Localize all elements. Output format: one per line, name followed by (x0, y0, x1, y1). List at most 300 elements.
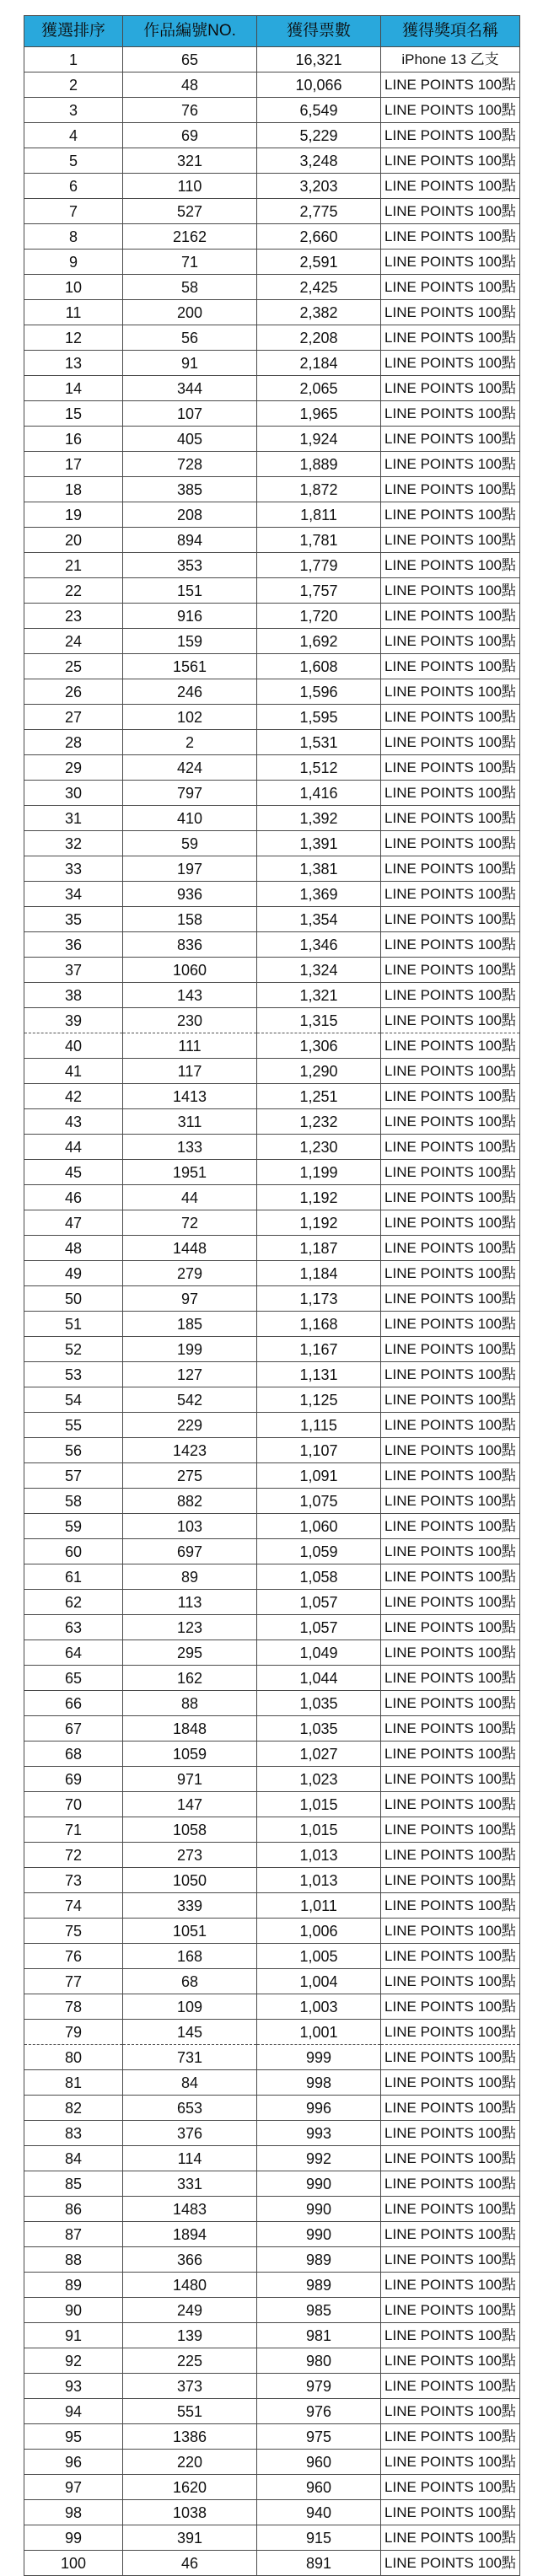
cell-rank: 85 (24, 2171, 123, 2197)
cell-rank: 5 (24, 148, 123, 174)
cell-votes: 1,315 (257, 1008, 381, 1033)
cell-rank: 16 (24, 427, 123, 452)
cell-entry-no: 127 (123, 1362, 257, 1387)
cell-rank: 29 (24, 755, 123, 781)
cell-entry-no: 200 (123, 300, 257, 325)
cell-entry-no: 84 (123, 2070, 257, 2096)
cell-rank: 45 (24, 1160, 123, 1185)
cell-votes: 1,779 (257, 553, 381, 578)
table-row (24, 1741, 520, 1767)
cell-entry-no: 653 (123, 2096, 257, 2121)
cell-entry-no: 1848 (123, 1716, 257, 1741)
cell-entry-no: 197 (123, 856, 257, 882)
cell-prize: LINE POINTS 100點 (381, 806, 520, 831)
cell-rank: 89 (24, 2273, 123, 2298)
cell-entry-no: 1058 (123, 1817, 257, 1843)
cell-entry-no: 1480 (123, 2273, 257, 2298)
cell-votes: 1,173 (257, 1286, 381, 1312)
cell-entry-no: 936 (123, 882, 257, 907)
cell-votes: 1,057 (257, 1615, 381, 1640)
cell-rank: 65 (24, 1666, 123, 1691)
table-row (24, 376, 520, 401)
cell-prize: LINE POINTS 100點 (381, 1767, 520, 1792)
cell-prize: LINE POINTS 100點 (381, 2374, 520, 2399)
table-row (24, 553, 520, 578)
cell-votes: 1,199 (257, 1160, 381, 1185)
cell-rank: 68 (24, 1741, 123, 1767)
cell-rank: 69 (24, 1767, 123, 1792)
cell-votes: 1,006 (257, 1919, 381, 1944)
cell-rank: 37 (24, 958, 123, 983)
cell-entry-no: 111 (123, 1033, 257, 1059)
cell-rank: 27 (24, 705, 123, 730)
cell-votes: 1,232 (257, 1109, 381, 1135)
cell-entry-no: 366 (123, 2247, 257, 2273)
cell-rank: 59 (24, 1514, 123, 1539)
cell-votes: 1,049 (257, 1640, 381, 1666)
cell-entry-no: 353 (123, 553, 257, 578)
cell-votes: 979 (257, 2374, 381, 2399)
cell-entry-no: 1059 (123, 1741, 257, 1767)
cell-entry-no: 65 (123, 47, 257, 72)
cell-entry-no: 376 (123, 2121, 257, 2146)
cell-prize: LINE POINTS 100點 (381, 1944, 520, 1969)
table-row (24, 2197, 520, 2222)
cell-votes: 1,115 (257, 1413, 381, 1438)
table-row (24, 2323, 520, 2348)
table-row (24, 2374, 520, 2399)
table-row (24, 2348, 520, 2374)
cell-votes: 1,531 (257, 730, 381, 755)
cell-entry-no: 199 (123, 1337, 257, 1362)
winners-table (24, 15, 520, 2576)
cell-votes: 2,382 (257, 300, 381, 325)
cell-votes: 989 (257, 2273, 381, 2298)
cell-entry-no: 151 (123, 578, 257, 604)
cell-entry-no: 1951 (123, 1160, 257, 1185)
cell-rank: 30 (24, 781, 123, 806)
cell-rank: 1 (24, 47, 123, 72)
cell-votes: 1,965 (257, 401, 381, 427)
cell-rank: 80 (24, 2045, 123, 2070)
cell-prize: LINE POINTS 100點 (381, 1286, 520, 1312)
cell-votes: 1,290 (257, 1059, 381, 1084)
cell-entry-no: 295 (123, 1640, 257, 1666)
cell-votes: 981 (257, 2323, 381, 2348)
table-row (24, 932, 520, 958)
cell-prize: LINE POINTS 100點 (381, 427, 520, 452)
cell-rank: 48 (24, 1236, 123, 1261)
cell-rank: 82 (24, 2096, 123, 2121)
cell-votes: 1,027 (257, 1741, 381, 1767)
cell-entry-no: 279 (123, 1261, 257, 1286)
cell-rank: 17 (24, 452, 123, 477)
cell-rank: 76 (24, 1944, 123, 1969)
cell-prize: LINE POINTS 100點 (381, 2475, 520, 2500)
cell-rank: 18 (24, 477, 123, 502)
cell-votes: 2,660 (257, 224, 381, 250)
cell-rank: 52 (24, 1337, 123, 1362)
cell-prize: LINE POINTS 100點 (381, 2551, 520, 2576)
cell-rank: 36 (24, 932, 123, 958)
cell-votes: 1,230 (257, 1135, 381, 1160)
cell-votes: 1,184 (257, 1261, 381, 1286)
table-row (24, 1210, 520, 1236)
table-row (24, 1033, 520, 1059)
header-votes: 獲得票數 (257, 16, 381, 47)
cell-entry-no: 311 (123, 1109, 257, 1135)
cell-prize: LINE POINTS 100點 (381, 2171, 520, 2197)
cell-prize: LINE POINTS 100點 (381, 1337, 520, 1362)
cell-prize: LINE POINTS 100點 (381, 72, 520, 98)
table-row (24, 1817, 520, 1843)
cell-entry-no: 225 (123, 2348, 257, 2374)
cell-votes: 1,013 (257, 1843, 381, 1868)
cell-prize: LINE POINTS 100點 (381, 2070, 520, 2096)
table-row (24, 2298, 520, 2323)
table-row (24, 679, 520, 705)
cell-rank: 41 (24, 1059, 123, 1084)
cell-entry-no: 56 (123, 325, 257, 351)
cell-entry-no: 1386 (123, 2424, 257, 2450)
cell-entry-no: 1413 (123, 1084, 257, 1109)
cell-entry-no: 46 (123, 2551, 257, 2576)
table-row (24, 1944, 520, 1969)
cell-votes: 1,392 (257, 806, 381, 831)
cell-prize: LINE POINTS 100點 (381, 1059, 520, 1084)
cell-prize: LINE POINTS 100點 (381, 2273, 520, 2298)
cell-rank: 53 (24, 1362, 123, 1387)
cell-rank: 86 (24, 2197, 123, 2222)
cell-prize: LINE POINTS 100點 (381, 477, 520, 502)
cell-entry-no: 158 (123, 907, 257, 932)
cell-rank: 84 (24, 2146, 123, 2171)
cell-entry-no: 373 (123, 2374, 257, 2399)
cell-prize: LINE POINTS 100點 (381, 1640, 520, 1666)
cell-rank: 72 (24, 1843, 123, 1868)
cell-votes: 1,011 (257, 1893, 381, 1919)
table-row (24, 2424, 520, 2450)
cell-entry-no: 1051 (123, 1919, 257, 1944)
cell-votes: 985 (257, 2298, 381, 2323)
cell-votes: 996 (257, 2096, 381, 2121)
table-row (24, 882, 520, 907)
cell-rank: 54 (24, 1387, 123, 1413)
cell-prize: LINE POINTS 100點 (381, 2121, 520, 2146)
table-row (24, 2020, 520, 2045)
cell-votes: 1,346 (257, 932, 381, 958)
cell-rank: 6 (24, 174, 123, 199)
table-row (24, 1514, 520, 1539)
cell-prize: LINE POINTS 100點 (381, 932, 520, 958)
cell-entry-no: 72 (123, 1210, 257, 1236)
cell-prize: LINE POINTS 100點 (381, 2045, 520, 2070)
cell-entry-no: 331 (123, 2171, 257, 2197)
cell-prize: LINE POINTS 100點 (381, 2298, 520, 2323)
cell-votes: 1,035 (257, 1716, 381, 1741)
cell-entry-no: 143 (123, 983, 257, 1008)
cell-votes: 1,595 (257, 705, 381, 730)
cell-rank: 40 (24, 1033, 123, 1059)
cell-rank: 90 (24, 2298, 123, 2323)
cell-rank: 97 (24, 2475, 123, 2500)
cell-rank: 99 (24, 2525, 123, 2551)
cell-entry-no: 275 (123, 1463, 257, 1489)
cell-rank: 67 (24, 1716, 123, 1741)
cell-votes: 1,015 (257, 1817, 381, 1843)
cell-votes: 1,044 (257, 1666, 381, 1691)
table-row (24, 1109, 520, 1135)
cell-prize: LINE POINTS 100點 (381, 1210, 520, 1236)
cell-prize: LINE POINTS 100點 (381, 300, 520, 325)
cell-prize: LINE POINTS 100點 (381, 1615, 520, 1640)
table-row (24, 983, 520, 1008)
table-row (24, 2171, 520, 2197)
cell-votes: 1,004 (257, 1969, 381, 1994)
cell-entry-no: 697 (123, 1539, 257, 1564)
cell-entry-no: 273 (123, 1843, 257, 1868)
cell-prize: LINE POINTS 100點 (381, 755, 520, 781)
cell-votes: 5,229 (257, 123, 381, 148)
cell-prize: LINE POINTS 100點 (381, 98, 520, 123)
cell-votes: 1,001 (257, 2020, 381, 2045)
table-row (24, 1640, 520, 1666)
cell-entry-no: 107 (123, 401, 257, 427)
table-row (24, 2273, 520, 2298)
cell-prize: LINE POINTS 100點 (381, 1843, 520, 1868)
cell-rank: 50 (24, 1286, 123, 1312)
table-row (24, 1438, 520, 1463)
cell-rank: 51 (24, 1312, 123, 1337)
cell-votes: 980 (257, 2348, 381, 2374)
cell-entry-no: 424 (123, 755, 257, 781)
cell-rank: 28 (24, 730, 123, 755)
cell-votes: 1,354 (257, 907, 381, 932)
table-row (24, 502, 520, 528)
cell-rank: 73 (24, 1868, 123, 1893)
cell-rank: 10 (24, 275, 123, 300)
table-row (24, 2475, 520, 2500)
cell-votes: 3,203 (257, 174, 381, 199)
cell-prize: LINE POINTS 100點 (381, 401, 520, 427)
cell-rank: 32 (24, 831, 123, 856)
table-row (24, 2450, 520, 2475)
cell-prize: LINE POINTS 100點 (381, 1893, 520, 1919)
cell-rank: 42 (24, 1084, 123, 1109)
cell-entry-no: 882 (123, 1489, 257, 1514)
table-row (24, 1590, 520, 1615)
cell-entry-no: 797 (123, 781, 257, 806)
cell-prize: LINE POINTS 100點 (381, 1261, 520, 1286)
cell-prize: LINE POINTS 100點 (381, 1312, 520, 1337)
table-row (24, 705, 520, 730)
cell-votes: 1,167 (257, 1337, 381, 1362)
cell-entry-no: 1483 (123, 2197, 257, 2222)
cell-votes: 2,208 (257, 325, 381, 351)
cell-entry-no: 208 (123, 502, 257, 528)
table-row (24, 72, 520, 98)
cell-entry-no: 2 (123, 730, 257, 755)
cell-entry-no: 916 (123, 604, 257, 629)
cell-prize: LINE POINTS 100點 (381, 1109, 520, 1135)
cell-votes: 1,015 (257, 1792, 381, 1817)
cell-entry-no: 229 (123, 1413, 257, 1438)
cell-entry-no: 230 (123, 1008, 257, 1033)
cell-prize: LINE POINTS 100點 (381, 199, 520, 224)
cell-votes: 1,003 (257, 1994, 381, 2020)
table-row (24, 755, 520, 781)
table-row (24, 629, 520, 654)
table-body (24, 47, 520, 2576)
table-row (24, 250, 520, 275)
cell-prize: LINE POINTS 100點 (381, 174, 520, 199)
cell-rank: 26 (24, 679, 123, 705)
cell-prize: LINE POINTS 100點 (381, 882, 520, 907)
cell-entry-no: 58 (123, 275, 257, 300)
cell-prize: LINE POINTS 100點 (381, 2146, 520, 2171)
cell-entry-no: 321 (123, 148, 257, 174)
table-row (24, 1564, 520, 1590)
cell-rank: 77 (24, 1969, 123, 1994)
table-row (24, 452, 520, 477)
cell-prize: LINE POINTS 100點 (381, 2424, 520, 2450)
table-row (24, 1893, 520, 1919)
cell-entry-no: 220 (123, 2450, 257, 2475)
cell-votes: 2,775 (257, 199, 381, 224)
cell-rank: 43 (24, 1109, 123, 1135)
results-sheet (24, 15, 519, 2576)
table-row (24, 1716, 520, 1741)
cell-entry-no: 185 (123, 1312, 257, 1337)
cell-rank: 3 (24, 98, 123, 123)
cell-votes: 990 (257, 2197, 381, 2222)
cell-prize: LINE POINTS 100點 (381, 2399, 520, 2424)
cell-prize: LINE POINTS 100點 (381, 1969, 520, 1994)
cell-votes: 1,608 (257, 654, 381, 679)
cell-votes: 2,425 (257, 275, 381, 300)
cell-entry-no: 68 (123, 1969, 257, 1994)
cell-entry-no: 59 (123, 831, 257, 856)
cell-rank: 31 (24, 806, 123, 831)
cell-entry-no: 88 (123, 1691, 257, 1716)
table-row (24, 401, 520, 427)
header-entry-no: 作品編號NO. (123, 16, 257, 47)
table-row (24, 806, 520, 831)
table-row (24, 1463, 520, 1489)
table-row (24, 2551, 520, 2576)
cell-entry-no: 1620 (123, 2475, 257, 2500)
cell-rank: 35 (24, 907, 123, 932)
table-row (24, 1969, 520, 1994)
cell-prize: LINE POINTS 100點 (381, 376, 520, 401)
cell-prize: LINE POINTS 100點 (381, 1868, 520, 1893)
cell-prize: LINE POINTS 100點 (381, 1817, 520, 1843)
table-row (24, 1236, 520, 1261)
cell-votes: 1,391 (257, 831, 381, 856)
cell-votes: 3,248 (257, 148, 381, 174)
cell-prize: LINE POINTS 100點 (381, 604, 520, 629)
table-row (24, 2247, 520, 2273)
cell-rank: 96 (24, 2450, 123, 2475)
cell-prize: LINE POINTS 100點 (381, 2096, 520, 2121)
cell-prize: LINE POINTS 100點 (381, 1514, 520, 1539)
table-row (24, 528, 520, 553)
cell-votes: 990 (257, 2171, 381, 2197)
cell-votes: 1,125 (257, 1387, 381, 1413)
cell-votes: 891 (257, 2551, 381, 2576)
cell-votes: 1,168 (257, 1312, 381, 1337)
cell-rank: 20 (24, 528, 123, 553)
table-row (24, 325, 520, 351)
table-row (24, 578, 520, 604)
cell-votes: 1,107 (257, 1438, 381, 1463)
cell-prize: LINE POINTS 100點 (381, 2020, 520, 2045)
cell-votes: 1,060 (257, 1514, 381, 1539)
cell-rank: 98 (24, 2500, 123, 2525)
cell-entry-no: 110 (123, 174, 257, 199)
cell-votes: 998 (257, 2070, 381, 2096)
cell-prize: LINE POINTS 100點 (381, 123, 520, 148)
table-row (24, 907, 520, 932)
cell-prize: LINE POINTS 100點 (381, 275, 520, 300)
cell-entry-no: 1423 (123, 1438, 257, 1463)
cell-votes: 975 (257, 2424, 381, 2450)
cell-prize: LINE POINTS 100點 (381, 2222, 520, 2247)
cell-votes: 1,381 (257, 856, 381, 882)
table-row (24, 2399, 520, 2424)
cell-prize: LINE POINTS 100點 (381, 148, 520, 174)
cell-votes: 992 (257, 2146, 381, 2171)
cell-entry-no: 139 (123, 2323, 257, 2348)
table-row (24, 1539, 520, 1564)
cell-rank: 24 (24, 629, 123, 654)
table-row (24, 1868, 520, 1893)
cell-votes: 1,872 (257, 477, 381, 502)
table-row (24, 351, 520, 376)
cell-entry-no: 76 (123, 98, 257, 123)
cell-rank: 61 (24, 1564, 123, 1590)
table-row (24, 123, 520, 148)
cell-rank: 19 (24, 502, 123, 528)
cell-prize: LINE POINTS 100點 (381, 983, 520, 1008)
table-row (24, 1312, 520, 1337)
cell-rank: 8 (24, 224, 123, 250)
cell-prize: LINE POINTS 100點 (381, 351, 520, 376)
cell-rank: 34 (24, 882, 123, 907)
cell-entry-no: 1894 (123, 2222, 257, 2247)
table-row (24, 654, 520, 679)
cell-entry-no: 69 (123, 123, 257, 148)
table-row (24, 2525, 520, 2551)
cell-prize: LINE POINTS 100點 (381, 2450, 520, 2475)
cell-entry-no: 44 (123, 1185, 257, 1210)
cell-votes: 990 (257, 2222, 381, 2247)
cell-prize: LINE POINTS 100點 (381, 2525, 520, 2551)
cell-rank: 70 (24, 1792, 123, 1817)
cell-entry-no: 159 (123, 629, 257, 654)
table-row (24, 1413, 520, 1438)
cell-entry-no: 542 (123, 1387, 257, 1413)
table-row (24, 1084, 520, 1109)
cell-prize: LINE POINTS 100點 (381, 1236, 520, 1261)
cell-rank: 13 (24, 351, 123, 376)
cell-prize: LINE POINTS 100點 (381, 654, 520, 679)
cell-votes: 960 (257, 2450, 381, 2475)
cell-rank: 91 (24, 2323, 123, 2348)
cell-entry-no: 1448 (123, 1236, 257, 1261)
cell-votes: 1,596 (257, 679, 381, 705)
cell-rank: 75 (24, 1919, 123, 1944)
